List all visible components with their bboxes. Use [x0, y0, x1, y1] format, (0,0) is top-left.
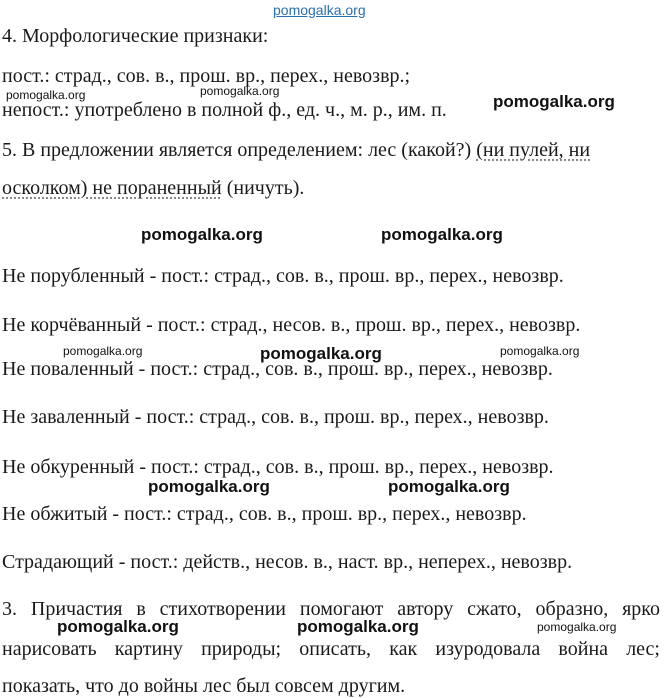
watermark: pomogalka.org — [388, 477, 510, 496]
watermark: pomogalka.org — [493, 92, 615, 111]
section4-nepost: непост.: употреблено в полной ф., ед. ч., м. р., им. п. — [2, 99, 447, 121]
section4-post: пост.: страд., сов. в., прош. вр., перех., невозвр.; — [2, 65, 411, 87]
participle-line: Страдающий - пост.: действ., несов. в., наст. вр., неперех., невозвр. — [2, 551, 573, 573]
watermark: pomogalka.org — [57, 617, 179, 636]
watermark-top[interactable]: pomogalka.org — [273, 2, 366, 18]
watermark: pomogalka.org — [200, 84, 280, 98]
section5-line1 — [2, 138, 590, 162]
section5-line2-underlined: осколком) не пораненный — [2, 177, 222, 199]
participle-line: Не заваленный - пост.: страд., сов. в., прош. вр., перех., невозвр. — [2, 406, 549, 428]
watermark: pomogalka.org — [141, 225, 263, 244]
watermark: pomogalka.org — [297, 617, 419, 636]
watermark: pomogalka.org — [6, 88, 86, 102]
participle-line: Не обжитый - пост.: страд., сов. в., прош. вр., перех., невозвр. — [2, 503, 527, 525]
participle-line: Не порубленный - пост.: страд., сов. в., прош. вр., перех., невозвр. — [2, 265, 564, 287]
section3-line1: 3. Причастия в стихотворении помогают автору сжато, образно, ярко — [2, 598, 660, 620]
participle-line: Не корчёванный - пост.: страд., несов. в., прош. вр., перех., невозвр. — [2, 314, 581, 336]
section5-line1-underlined: (ни пулей, ни — [476, 139, 591, 161]
watermark: pomogalka.org — [148, 477, 270, 496]
watermark: pomogalka.org — [500, 344, 580, 358]
section5-line2-text: (ничуть). — [221, 177, 305, 199]
section3-line2: нарисовать картину природы; описать, как изуродовала война лес; — [2, 638, 660, 660]
watermark: pomogalka.org — [381, 225, 503, 244]
participle-line: Не обкуренный - пост.: страд., сов. в., прош. вр., перех., невозвр. — [2, 456, 554, 478]
participle-line: Не поваленный - пост.: страд., сов. в., прош. вр., перех., невозвр. — [2, 358, 553, 380]
section5-line2 — [2, 176, 304, 200]
watermark: pomogalka.org — [260, 344, 382, 363]
watermark: pomogalka.org — [63, 344, 143, 358]
section3-line3: показать, что до войны лес был совсем другим. — [2, 675, 406, 697]
section5-line1-text: 5. В предложении является определением: лес (какой?) — [2, 139, 477, 161]
section4-heading: 4. Морфологические признаки: — [2, 25, 269, 47]
watermark: pomogalka.org — [537, 620, 617, 634]
